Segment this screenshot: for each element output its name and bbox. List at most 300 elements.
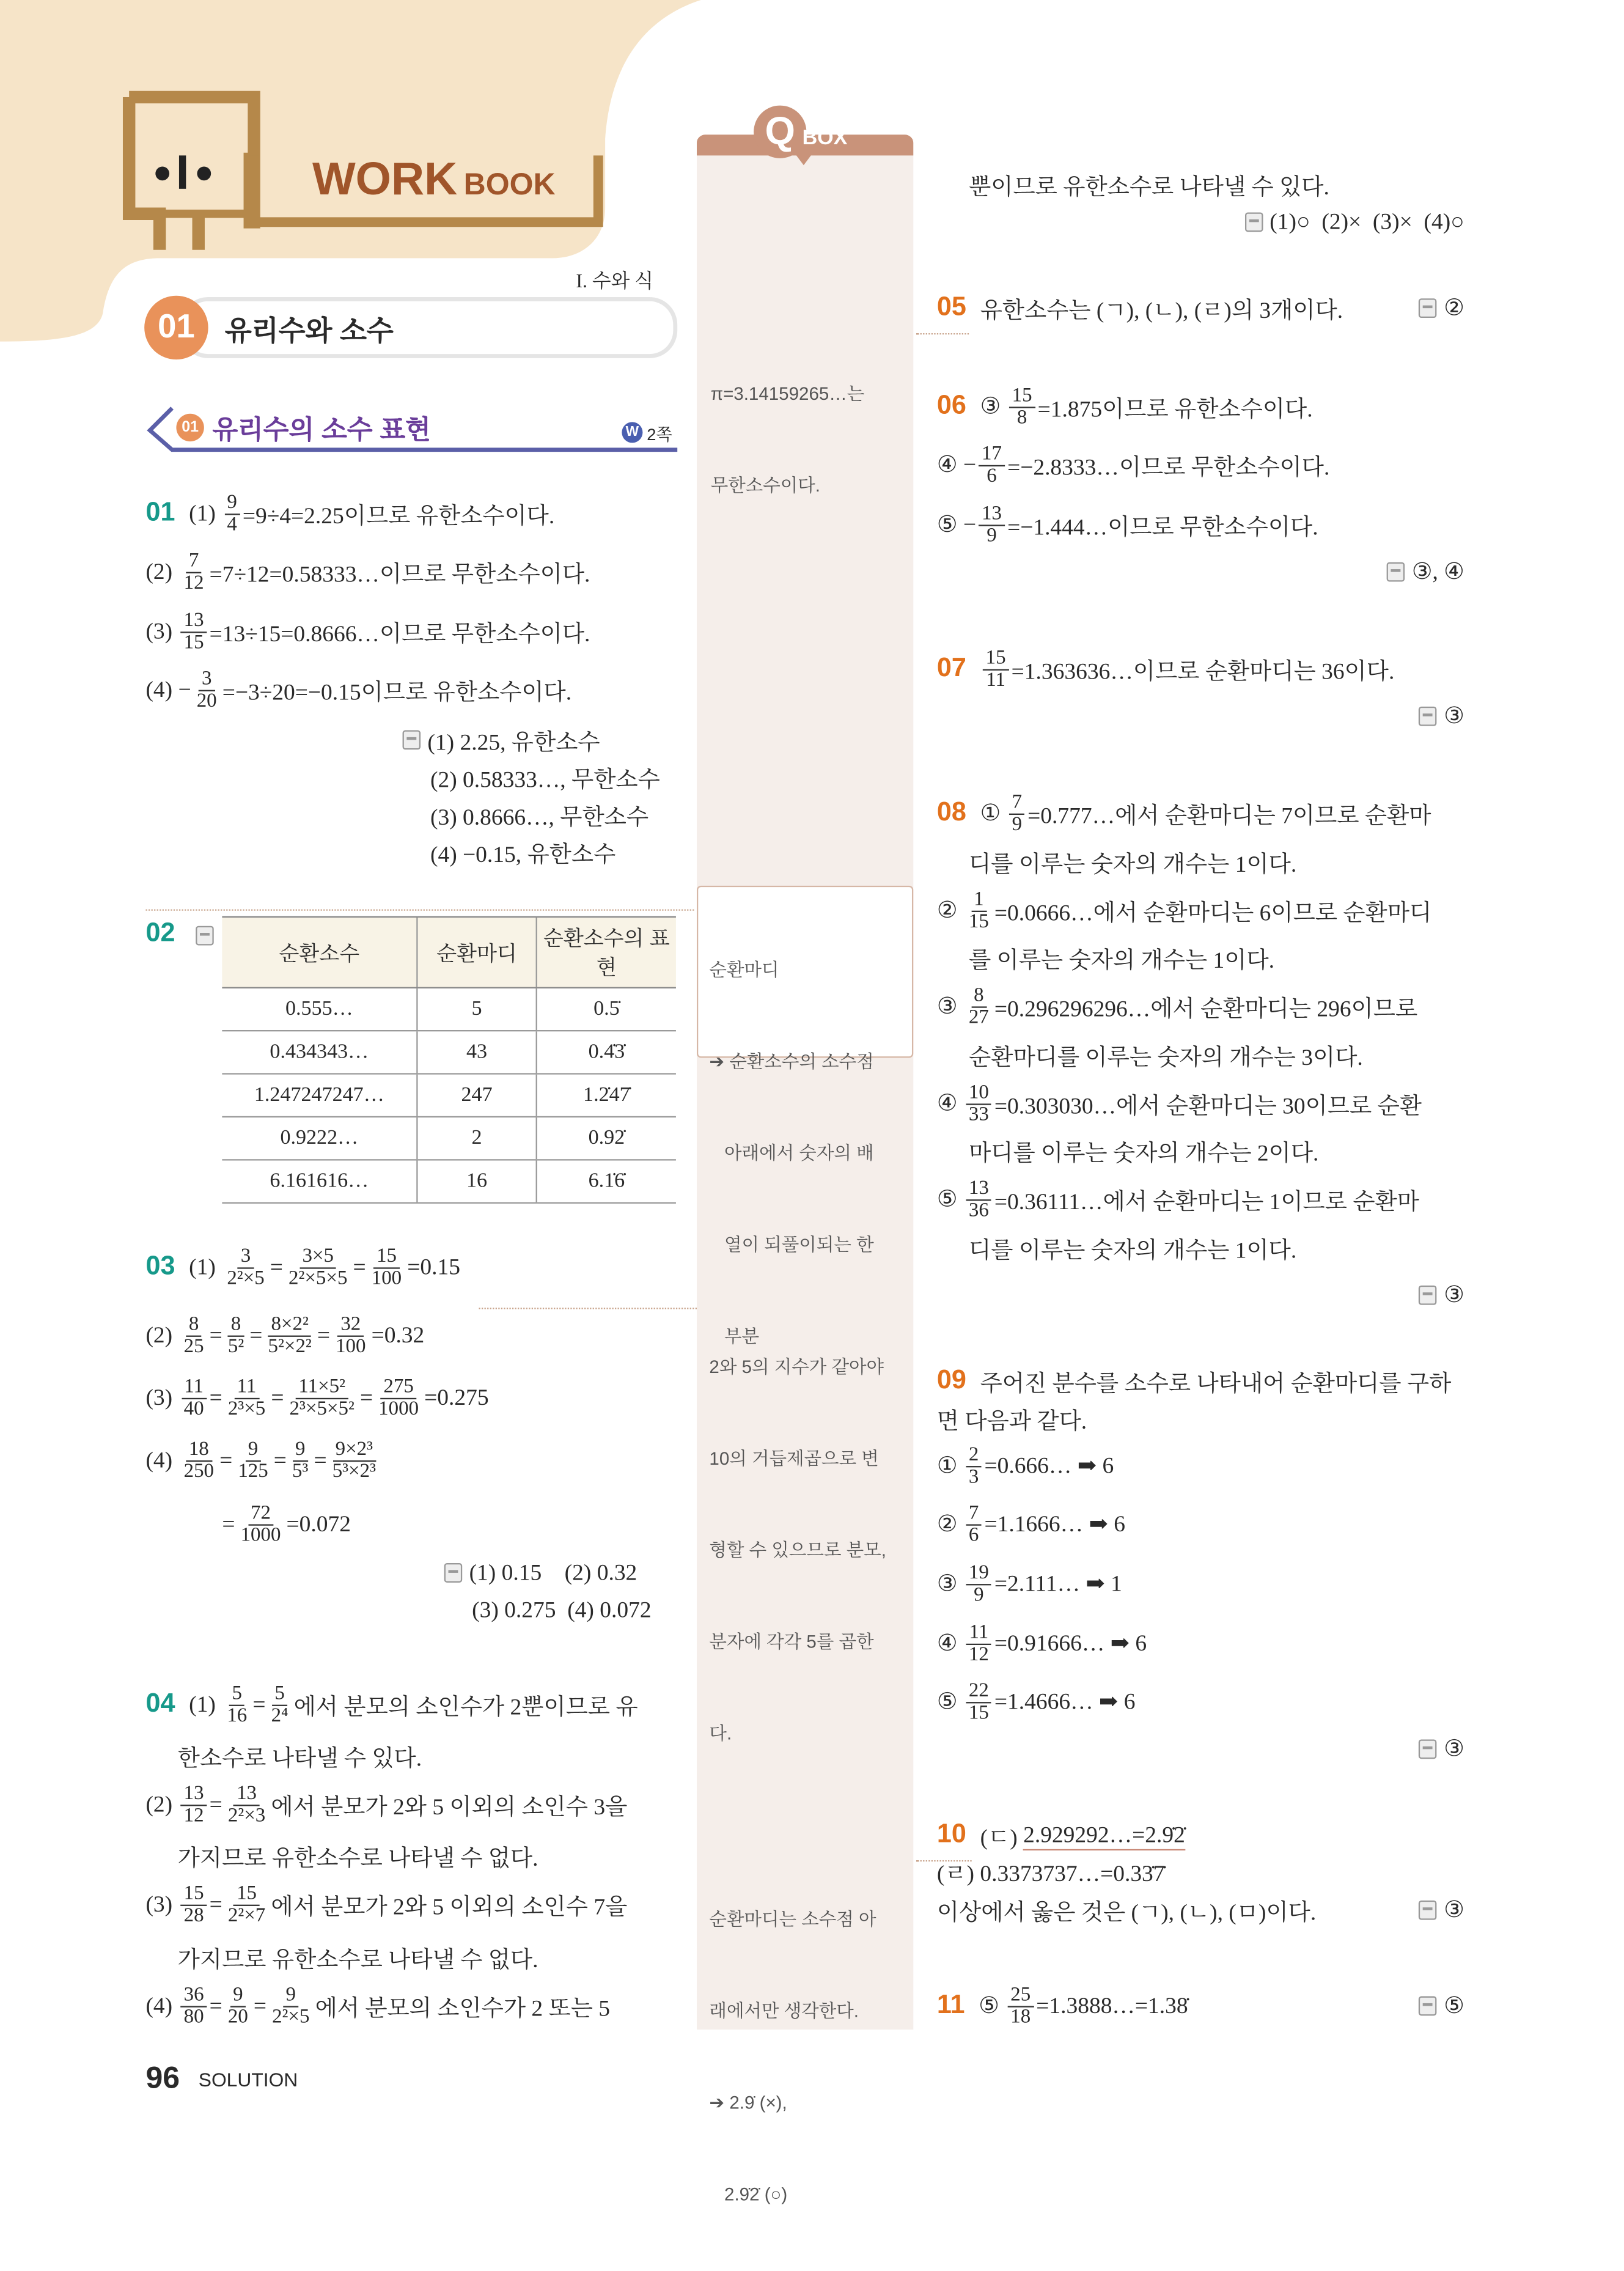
text: 한소수로 나타낼 수 있다.	[177, 1745, 422, 1772]
solution-line	[937, 1616, 1147, 1671]
table-cell: 43	[417, 1031, 536, 1073]
solution-line	[969, 1123, 1318, 1179]
numerator: 18	[186, 1439, 211, 1461]
text: =0.072	[286, 1510, 351, 1537]
text: 에서 분모의 소인수가 2 또는 5	[315, 1995, 611, 2022]
text: =	[222, 1510, 235, 1537]
table-header: 순환소수	[222, 917, 417, 988]
question-number: 03	[145, 1252, 175, 1282]
text: ③	[980, 392, 1007, 419]
denominator: 3	[968, 1465, 979, 1488]
table-cell: 0.9222…	[222, 1117, 417, 1160]
denominator: 100	[336, 1334, 366, 1357]
denominator: 5³	[292, 1459, 309, 1482]
solution-line	[937, 1496, 1125, 1552]
fraction	[181, 1984, 207, 2027]
denominator: 28	[183, 1904, 204, 1926]
note-line: ➔ 순환소수의 소수점	[709, 1051, 874, 1072]
solution-line	[145, 544, 590, 600]
fraction	[333, 1314, 369, 1356]
fraction	[1009, 385, 1035, 428]
text: =	[209, 1384, 222, 1411]
numerator: 8	[971, 985, 987, 1007]
solution-line	[145, 1433, 381, 1489]
numerator: 15	[234, 1883, 260, 1905]
fraction	[181, 1377, 207, 1419]
text: =1.4666… ➡ 6	[994, 1688, 1136, 1715]
text: ⑤	[936, 1688, 963, 1715]
solution-line	[1419, 1882, 1464, 1938]
numerator: 17	[979, 444, 1005, 466]
fraction	[289, 1439, 310, 1482]
text: 면 다음과 같다.	[936, 1407, 1087, 1434]
text: ⑤	[979, 1992, 1005, 2019]
denominator: 2³×5×5²	[289, 1397, 355, 1419]
denominator: 16	[227, 1704, 248, 1726]
numerator: 3×5	[299, 1246, 337, 1268]
fraction	[181, 1314, 207, 1356]
question-number: 02	[145, 919, 175, 949]
workbook-page-ref: 2쪽	[647, 424, 672, 444]
answer-icon	[1419, 1997, 1437, 2016]
numerator: 3	[238, 1246, 254, 1268]
denominator: 25	[183, 1334, 204, 1357]
text: ③	[936, 992, 963, 1019]
text: (2)	[145, 1321, 178, 1349]
numerator: 7	[966, 1503, 982, 1525]
denominator: 15	[183, 631, 204, 653]
note-cycle	[709, 1844, 876, 2271]
note-line: 2와 5의 지수가 같아야	[709, 1356, 884, 1377]
solution-line	[937, 786, 1431, 841]
question-number: 01	[145, 498, 175, 528]
text: ①	[980, 800, 1007, 826]
text: =1.1666… ➡ 6	[984, 1510, 1125, 1537]
fraction	[983, 647, 1009, 690]
table-row	[222, 1031, 676, 1073]
answer-icon	[403, 730, 421, 749]
text: =0.36111…에서 순환마디는 1이므로 순환마	[994, 1188, 1419, 1215]
fraction	[225, 1783, 268, 1826]
text: ⑤ −	[936, 510, 976, 537]
fraction	[1008, 1984, 1034, 2027]
connector-line	[479, 1308, 697, 1309]
solution-line	[937, 1882, 1316, 1938]
numerator: 10	[966, 1082, 991, 1104]
text: (4)	[145, 1992, 178, 2019]
fraction	[181, 1439, 216, 1482]
solution-line	[969, 930, 1274, 986]
question-number: 10	[936, 1820, 966, 1849]
fraction	[224, 492, 240, 535]
table-cell: 0.434343…	[222, 1031, 417, 1073]
denominator: 2⁴	[271, 1704, 288, 1726]
text: =	[253, 1992, 267, 2019]
numerator: 1	[971, 889, 987, 911]
denominator: 2²×7	[227, 1904, 266, 1926]
denominator: 11	[986, 668, 1005, 691]
text: ②	[1444, 294, 1464, 321]
denominator: 5²×2²	[268, 1334, 312, 1357]
text: 순환마디를 이루는 숫자의 개수는 3이다.	[969, 1043, 1363, 1070]
chapter-number: 01	[144, 296, 208, 359]
solution-line	[145, 604, 590, 660]
question-number: 04	[145, 1689, 175, 1719]
qbox-label: BOX	[802, 126, 848, 150]
solution-line	[1419, 688, 1464, 744]
text: =	[209, 1890, 222, 1918]
solution-line	[937, 979, 1417, 1034]
note-line: 열이 되풀이되는 한	[709, 1234, 874, 1255]
solution-line	[937, 641, 1394, 697]
text: =	[314, 1446, 327, 1473]
denominator: 40	[183, 1397, 204, 1419]
note-line: ➔ 2.9̇ (×),	[709, 2092, 787, 2113]
table-cell: 6.161616…	[222, 1160, 417, 1202]
solution-line	[145, 1240, 460, 1295]
fraction	[376, 1377, 422, 1419]
text: 가지므로 유한소수로 나타낼 수 없다.	[177, 1845, 538, 1872]
denominator: 2²×5	[227, 1267, 265, 1289]
text: ③	[936, 1570, 963, 1597]
text: ③, ④	[1411, 558, 1464, 585]
text: =	[209, 1992, 222, 2019]
fraction	[181, 1783, 207, 1826]
table-cell: 5	[417, 988, 536, 1031]
answer-icon	[1419, 1739, 1437, 1759]
text: ③	[1444, 702, 1464, 729]
note-exponent	[709, 1291, 886, 1810]
numerator: 5	[229, 1683, 245, 1705]
note-line: 부분	[709, 1325, 760, 1347]
numerator: 13	[979, 503, 1005, 525]
text: ④	[936, 1630, 963, 1657]
solution-line	[937, 379, 1313, 435]
text: =0.777…에서 순환마디는 7이므로 순환마	[1027, 802, 1431, 829]
fraction	[966, 1562, 991, 1605]
fraction	[287, 1377, 357, 1419]
solution-line	[1387, 544, 1464, 600]
text: =	[270, 1253, 283, 1280]
numerator: 9	[224, 492, 240, 514]
numerator: 15	[181, 1883, 207, 1905]
text: (4) −0.15, 유한소수	[430, 841, 616, 868]
text: 를 이루는 숫자의 개수는 1이다.	[969, 946, 1275, 973]
text: ①	[936, 1452, 963, 1479]
unit-label: I. 수와 식	[576, 272, 653, 293]
table-header: 순환마디	[417, 917, 536, 988]
text: ③	[1444, 1281, 1464, 1308]
text: 가지므로 유한소수로 나타낼 수 없다.	[177, 1946, 538, 1973]
logo-work: WORK	[312, 152, 458, 204]
solution-line	[145, 486, 554, 542]
denominator: 4	[227, 513, 237, 536]
fraction	[979, 444, 1005, 487]
numerator: 11	[966, 1622, 991, 1644]
table-cell: 0.4̇3̇	[537, 1031, 676, 1073]
denominator: 2³×5	[227, 1397, 266, 1419]
text: ④ −	[936, 451, 976, 478]
fraction	[225, 1314, 246, 1356]
section-number: 01	[176, 414, 204, 441]
numerator: 275	[381, 1377, 416, 1399]
denominator: 2²×3	[227, 1804, 266, 1827]
numerator: 8	[186, 1314, 202, 1336]
text: =0.275	[424, 1384, 489, 1411]
text: ②	[936, 1510, 963, 1537]
text: =	[209, 1321, 222, 1349]
numerator: 19	[966, 1562, 991, 1585]
text: =0.91666… ➡ 6	[994, 1630, 1147, 1657]
numerator: 13	[234, 1783, 260, 1805]
numerator: 7	[1009, 792, 1025, 814]
solution-line	[937, 1978, 1188, 2034]
text: 이상에서 옳은 것은 (ㄱ), (ㄴ), (ㅁ)이다.	[936, 1899, 1317, 1926]
numerator: 15	[983, 647, 1009, 669]
text: =0.296296296…에서 순환마디는 296이므로	[994, 995, 1418, 1022]
chapter-title: 유리수와 소수	[224, 316, 394, 347]
numerator: 3	[199, 668, 215, 690]
solution-line	[937, 497, 1318, 553]
solution-line	[937, 437, 1329, 493]
table-cell: 0.92̇	[537, 1117, 676, 1160]
fraction	[966, 1445, 982, 1487]
answer-icon	[1387, 562, 1405, 582]
denominator: 2²×5	[272, 2005, 310, 2028]
denominator: 125	[238, 1459, 268, 1482]
answer-icon	[1244, 212, 1263, 232]
table-cell: 6.1̇6̇	[537, 1160, 676, 1202]
solution-line	[1419, 1721, 1464, 1777]
text: =2.111… ➡ 1	[994, 1570, 1122, 1597]
text: 마디를 이루는 숫자의 개수는 2이다.	[969, 1139, 1319, 1166]
solution-line	[145, 1877, 627, 1932]
answer-icon	[1419, 298, 1437, 318]
note-line: 무한소수이다.	[710, 474, 821, 496]
note-line: 형할 수 있으므로 분모,	[709, 1539, 886, 1561]
denominator: 5²	[227, 1334, 244, 1357]
denominator: 9	[1012, 812, 1023, 835]
fraction	[966, 889, 991, 932]
fraction	[285, 1246, 350, 1289]
fraction	[966, 985, 991, 1028]
text: =	[252, 1690, 266, 1718]
text: =−1.444…이므로 무한소수이다.	[1007, 513, 1318, 540]
text: =0.32	[371, 1321, 425, 1349]
numerator: 8	[228, 1314, 244, 1336]
denominator: 8	[1016, 406, 1027, 429]
numerator: 2	[966, 1445, 982, 1467]
table-cell: 16	[417, 1160, 536, 1202]
numerator: 32	[338, 1314, 364, 1336]
fraction	[224, 1683, 250, 1726]
text: =1.3888…=1.38̇	[1036, 1992, 1188, 2019]
solution-line	[145, 1777, 627, 1833]
solution-line	[937, 281, 1343, 336]
text: =1.875이므로 유한소수이다.	[1037, 396, 1313, 422]
text: =	[249, 1321, 263, 1349]
solution-line	[222, 1496, 351, 1552]
solution-line	[969, 1220, 1296, 1276]
solution-line	[430, 825, 615, 880]
text: =	[353, 1253, 366, 1280]
section-title: 유리수의 소수 표현	[212, 416, 431, 446]
solution-line	[937, 1438, 1114, 1494]
text: ④	[936, 1089, 963, 1116]
denominator: 12	[968, 1643, 989, 1665]
table-row	[222, 1074, 676, 1117]
numerator: 9	[245, 1439, 261, 1461]
table-row	[222, 988, 676, 1031]
denominator: 100	[371, 1267, 402, 1289]
text: =	[317, 1321, 331, 1349]
solution-line	[1419, 1267, 1464, 1323]
fraction	[225, 1984, 251, 2027]
solution-line	[145, 1370, 488, 1426]
denominator: 9	[974, 1583, 984, 1606]
numerator: 13	[181, 1783, 207, 1805]
note-pi	[711, 318, 865, 562]
denominator: 5³×2³	[332, 1459, 376, 1482]
text: =13÷15=0.8666…이므로 무한소수이다.	[209, 620, 590, 647]
logo-book: BOOK	[463, 166, 556, 202]
fraction	[966, 1622, 991, 1665]
denominator: 250	[183, 1459, 215, 1482]
table-cell: 1.2̇47̇	[537, 1074, 676, 1117]
fraction	[966, 1082, 991, 1125]
text: =0.666… ➡ 6	[984, 1452, 1114, 1479]
numerator: 7	[186, 550, 202, 572]
denominator: 12	[183, 1804, 204, 1827]
answer-icon	[1419, 1901, 1437, 1920]
fraction	[979, 503, 1005, 546]
text: ⑤	[936, 1185, 963, 1212]
fraction	[238, 1503, 284, 1545]
solution-line	[145, 662, 571, 718]
text: (1) 2.25, 유한소수	[427, 729, 600, 756]
page-number: 96	[145, 2060, 180, 2095]
text: 디를 이루는 숫자의 개수는 1이다.	[969, 851, 1297, 878]
numerator: 13	[966, 1178, 991, 1200]
fraction	[369, 1246, 404, 1289]
text: (1)○ (2)× (3)× (4)○	[1269, 208, 1464, 235]
fraction	[224, 1246, 267, 1289]
denominator: 27	[968, 1006, 989, 1028]
solution-line	[969, 1027, 1363, 1083]
fraction	[265, 1314, 314, 1356]
answer-icon	[196, 926, 214, 946]
divider-line	[145, 909, 694, 910]
solution-line	[178, 1728, 422, 1784]
numerator: 11	[234, 1377, 259, 1399]
table-cell: 0.5̇	[537, 988, 676, 1031]
text: =	[359, 1384, 373, 1411]
denominator: 12	[183, 571, 204, 594]
solution-line	[145, 1978, 610, 2034]
note-line: 아래에서 숫자의 배	[709, 1142, 874, 1164]
solution-line	[969, 834, 1296, 890]
table-row	[222, 1117, 676, 1160]
underlined-text: 2.929292…=2.9̇2̇	[1023, 1820, 1185, 1850]
table-cell: 2	[417, 1117, 536, 1160]
text: =0.303030…에서 순환마디는 30이므로 순환	[994, 1092, 1422, 1119]
numerator: 22	[966, 1680, 991, 1702]
text: =0.0666…에서 순환마디는 6이므로 순환마디	[994, 899, 1432, 926]
text: =	[219, 1446, 233, 1473]
note-line: 다.	[709, 1723, 732, 1744]
fraction	[181, 610, 207, 653]
numerator: 9×2³	[333, 1439, 375, 1461]
text: =9÷4=2.25이므로 유한소수이다.	[242, 502, 555, 529]
table-header: 순환소수의 표현	[537, 917, 676, 988]
table-cell: 1.247247247…	[222, 1074, 417, 1117]
text: =7÷12=0.58333…이므로 무한소수이다.	[209, 561, 590, 587]
note-line: π=3.14159265…는	[710, 383, 865, 404]
fraction	[181, 550, 207, 593]
numerator: 36	[181, 1984, 207, 2006]
text: =	[273, 1446, 287, 1473]
text: 에서 분모의 소인수가 2뿐이므로 유	[293, 1693, 638, 1720]
solution-line	[1419, 1978, 1464, 2034]
fraction	[966, 1503, 982, 1545]
fraction	[1009, 792, 1025, 835]
numerator: 72	[248, 1503, 273, 1525]
text: =−3÷20=−0.15이므로 유한소수이다.	[222, 679, 572, 705]
text: (1)	[189, 499, 222, 526]
text: (2)	[145, 558, 178, 585]
solution-line	[1244, 194, 1464, 250]
denominator: 80	[183, 2005, 204, 2028]
text: (3)	[145, 1384, 178, 1411]
solution-line	[178, 1930, 538, 1986]
text: (ㄹ) 0.3373737…=0.33̇7̇	[936, 1860, 1165, 1887]
qbox-q: Q	[754, 106, 806, 158]
workbook-badge-icon: W	[622, 422, 642, 443]
text: ②	[936, 897, 963, 924]
text: (4)	[145, 1446, 178, 1473]
note-line: 2.9̇2̇ (○)	[709, 2184, 788, 2205]
text: =	[209, 1791, 222, 1817]
denominator: 36	[968, 1198, 989, 1221]
note-line: 래에서만 생각한다.	[709, 2000, 859, 2022]
note-line: 분자에 각각 5를 곱한	[709, 1631, 874, 1652]
text: 뿐이므로 유한소수로 나타낼 수 있다.	[969, 173, 1329, 201]
denominator: 18	[1010, 2005, 1031, 2028]
text: ③	[1444, 1735, 1464, 1762]
text: (4) −	[145, 675, 191, 703]
repeating-decimal-table	[222, 916, 676, 1204]
note-line: 순환마디는 소수점 아	[709, 1908, 876, 1930]
question-number: 09	[936, 1366, 966, 1396]
text: =0.15	[407, 1253, 460, 1280]
denominator: 1000	[378, 1397, 419, 1419]
numerator: 15	[1009, 385, 1035, 407]
denominator: 9	[987, 524, 997, 547]
solution-line	[145, 1677, 637, 1732]
answer-icon	[1419, 1286, 1437, 1305]
solution-line	[178, 1828, 538, 1884]
text: (ㄷ)	[980, 1824, 1024, 1851]
denominator: 20	[196, 689, 217, 712]
text: 디를 이루는 숫자의 개수는 1이다.	[969, 1237, 1297, 1264]
text: (3)	[145, 1890, 178, 1918]
numerator: 9	[230, 1984, 246, 2006]
fraction	[966, 1680, 991, 1723]
text: 유한소수는 (ㄱ), (ㄴ), (ㄹ)의 3개이다.	[980, 296, 1343, 324]
text: 에서 분모가 2와 5 이외의 소인수 3을	[271, 1794, 628, 1820]
denominator: 33	[968, 1103, 989, 1125]
text: (1)	[189, 1253, 222, 1280]
